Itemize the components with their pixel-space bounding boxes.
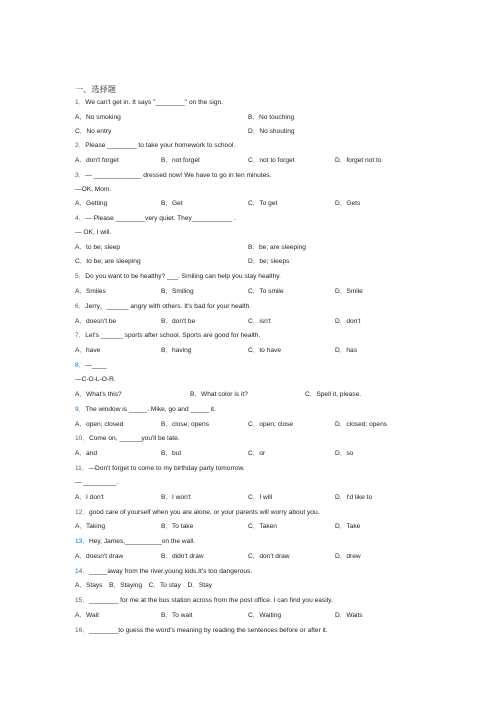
- option-c: C．No entry: [75, 128, 112, 135]
- question-6: [75, 302, 251, 311]
- question-text: — Please ________very quiet. They___________ .: [85, 215, 236, 222]
- option-b: B．be; are sleeping: [248, 244, 306, 251]
- question-2: [75, 141, 235, 150]
- question-text: Jerry，______ angry with others. It's bad for your health.: [85, 303, 252, 310]
- option-d: D．closed; opens: [335, 421, 388, 428]
- option-a: A．open; closed: [75, 421, 124, 428]
- option-c: C．Spell it, please.: [305, 391, 362, 398]
- option-b: B．No touching: [248, 114, 295, 121]
- question-5: [75, 272, 281, 281]
- option-a: A．don't forget: [75, 157, 119, 164]
- question-15: [75, 596, 333, 605]
- option-c: C．to have: [248, 347, 281, 354]
- option-d: D．drew: [335, 553, 361, 560]
- option-b: B．not forget: [161, 157, 200, 164]
- question-number: 14．: [75, 568, 89, 575]
- question-text: _____away from the river,young kids.It's too dangerous.: [88, 568, 253, 575]
- question-1: [75, 98, 223, 107]
- option-a: A．and: [75, 450, 97, 457]
- option-b: B．don't be: [161, 318, 196, 325]
- question-text: ________ for me at the bus station across from the post office. I can find you easily.: [88, 597, 333, 604]
- option-a: A．to be; sleep: [75, 244, 121, 251]
- question-number: 2．: [75, 142, 86, 149]
- option-c: C．don't draw: [248, 553, 290, 560]
- option-a: A．Getting: [75, 200, 108, 207]
- section-title: 一、选择题: [75, 85, 116, 94]
- question-text: Hey, James,__________on the wall.: [88, 538, 196, 545]
- option-d: D．No shouting: [248, 128, 295, 135]
- option-a: A．What's this?: [75, 391, 122, 398]
- question-number: 11．: [75, 465, 89, 472]
- option-a: A．doesn't draw: [75, 553, 124, 560]
- option-b: B．having: [161, 347, 192, 354]
- dialogue-line: —C-O-L-O-R.: [75, 376, 116, 383]
- option-a: A．Wait: [75, 612, 99, 619]
- option-d: D．don't: [335, 318, 361, 325]
- question-number: 5．: [75, 273, 86, 280]
- dialogue-line: — _________.: [75, 479, 119, 486]
- question-text: Do you want to be healthy? ___. Smiling can help you stay healthy.: [85, 273, 281, 280]
- option-b: B．To wait: [161, 612, 193, 619]
- question-14: [75, 567, 252, 576]
- question-number: 7．: [75, 332, 86, 339]
- option-c: C．Waiting: [248, 612, 282, 619]
- question-text: Let's ______ sports after school. Sports are good for health.: [85, 332, 261, 339]
- option-d: D．Gets: [335, 200, 361, 207]
- question-13: [75, 537, 195, 546]
- option-d: D．Smile: [335, 288, 363, 295]
- question-10: [75, 434, 180, 443]
- question-12: [75, 508, 319, 517]
- question-number: 9．: [75, 406, 86, 413]
- question-text: —Don't forget to come to my birthday party tomorrow.: [88, 465, 245, 472]
- question-number: 4．: [75, 215, 86, 222]
- option-d: D．be; sleeps: [248, 258, 290, 265]
- question-9: [75, 405, 216, 414]
- option-a: A．No smoking: [75, 114, 121, 121]
- option-b: B．I won't: [161, 494, 191, 501]
- question-number: 13．: [75, 538, 89, 545]
- option-d: D．I'd like to: [335, 494, 373, 501]
- option-d: D．Take: [335, 523, 361, 530]
- question-8: [75, 361, 107, 370]
- question-16: [75, 626, 328, 635]
- option-a: A．Taking: [75, 523, 106, 530]
- option-c: C．or: [248, 450, 266, 457]
- option-c: C．isn't: [248, 318, 271, 325]
- option-a: A．have: [75, 347, 101, 354]
- option-b: B．close; opens: [161, 421, 210, 428]
- question-11: [75, 464, 245, 473]
- question-text: good care of yourself when you are alone, or your parents will worry about you.: [88, 509, 320, 516]
- dialogue-line: —OK, Mom.: [75, 186, 112, 193]
- option-b: B．Get: [161, 200, 183, 207]
- option-a: A．Smiles: [75, 288, 106, 295]
- question-text: ________to guess the word's meaning by reading the sentences before or after it.: [88, 627, 328, 634]
- option-line: A．Stays B．Staying C．To stay D．Stay: [75, 582, 213, 589]
- question-number: 12．: [75, 509, 89, 516]
- option-a: A．doesn't be: [75, 318, 117, 325]
- option-c: C．I will: [248, 494, 273, 501]
- question-number: 8．: [75, 362, 86, 369]
- option-a: A．I don't: [75, 494, 104, 501]
- option-d: D．has: [335, 347, 357, 354]
- option-c: C．To get: [248, 200, 278, 207]
- option-c: C．Taken: [248, 523, 277, 530]
- option-d: D．forget not to: [335, 157, 382, 164]
- option-b: B．Smiling: [161, 288, 194, 295]
- option-b: B．but: [161, 450, 182, 457]
- question-text: The window is _____. Mike, go and _____ it.: [85, 406, 216, 413]
- question-number: 3．: [75, 172, 86, 179]
- question-7: [75, 331, 260, 340]
- option-c: C．To smile: [248, 288, 284, 295]
- option-c: C．to be; are sleeping: [75, 258, 141, 265]
- question-3: [75, 171, 271, 180]
- option-c: C．not to forget: [248, 157, 295, 164]
- question-text: Please ________ to take your homework to school.: [85, 142, 236, 149]
- option-b: B．didn't draw: [161, 553, 204, 560]
- option-d: D．Waits: [335, 612, 363, 619]
- question-text: — _____________ dressed now! We have to go in ten minutes.: [85, 172, 272, 179]
- question-text: Come on, ______you'll be late.: [88, 435, 180, 442]
- question-text: We can't get in. It says "________" on the sign.: [85, 99, 224, 106]
- option-d: D．so: [335, 450, 354, 457]
- question-number: 6．: [75, 303, 86, 310]
- option-b: B．What color is it?: [190, 391, 248, 398]
- question-number: 10．: [75, 435, 89, 442]
- question-number: 16．: [75, 627, 89, 634]
- question-text: —____: [85, 362, 107, 369]
- option-c: C．open; close: [248, 421, 294, 428]
- question-number: 15．: [75, 597, 89, 604]
- dialogue-line: — OK, I will.: [75, 229, 112, 236]
- question-4: [75, 214, 236, 223]
- question-number: 1．: [75, 99, 86, 106]
- option-b: B．To take: [161, 523, 194, 530]
